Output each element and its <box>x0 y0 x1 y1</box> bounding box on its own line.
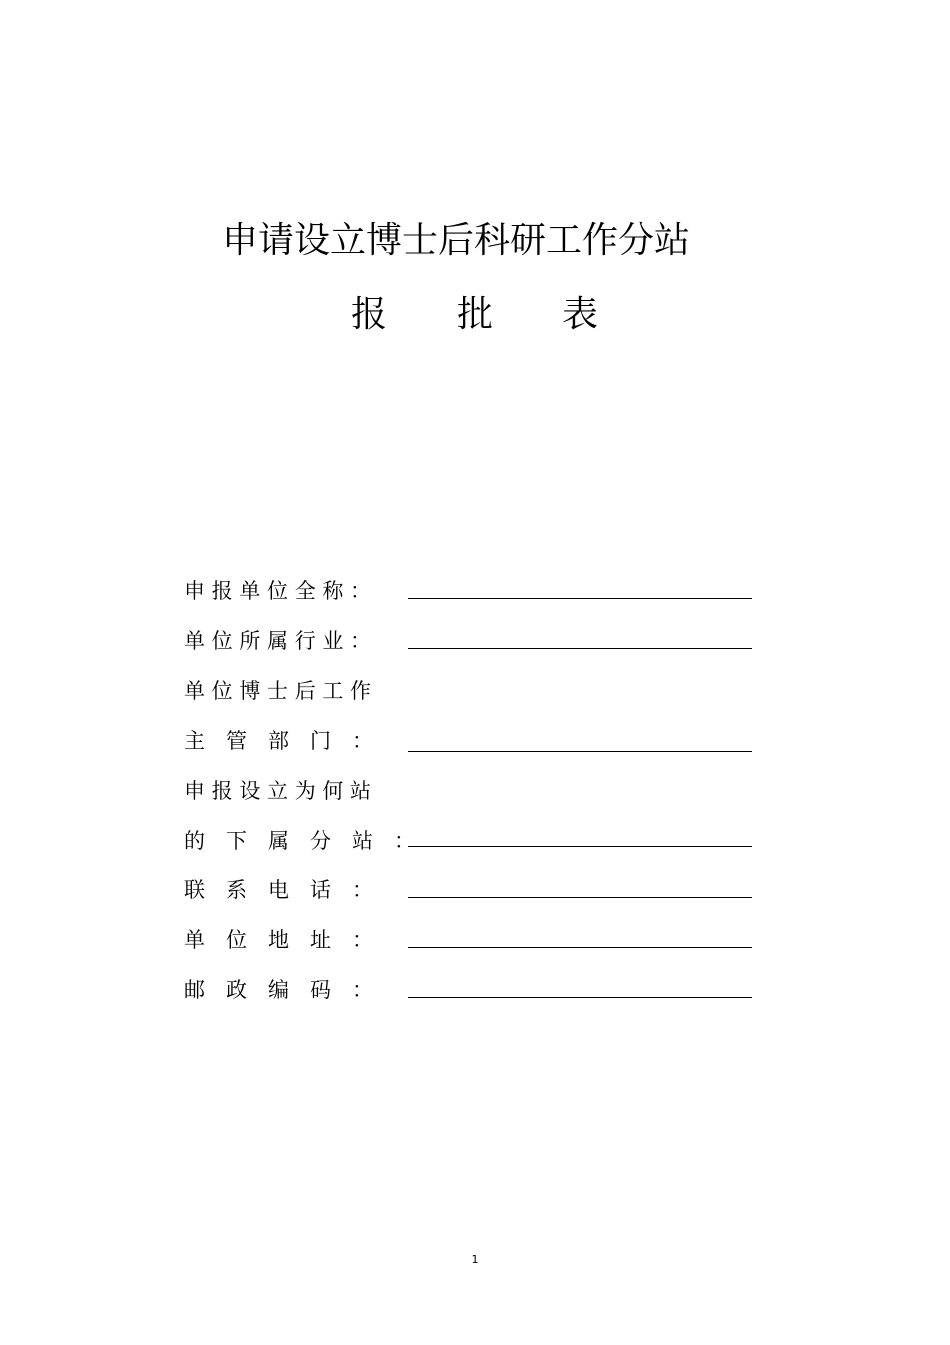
supervising-dept-field[interactable] <box>408 751 752 752</box>
sub-station-field[interactable] <box>408 846 752 847</box>
title-char-biao: 表 <box>562 294 599 335</box>
label-address: 单 位 地 址 ： <box>184 928 373 952</box>
title-char-bao: 报 <box>351 294 388 335</box>
label-postal-code: 邮 政 编 码 ： <box>184 978 373 1002</box>
page-number: 1 <box>471 1253 479 1266</box>
phone-field[interactable] <box>408 897 752 898</box>
title-char-pi: 批 <box>457 294 494 335</box>
label-postdoc-work: 单 位 博 士 后 工 作 <box>184 679 372 703</box>
applicant-name-field[interactable] <box>408 598 752 599</box>
postal-code-field[interactable] <box>408 997 752 998</box>
label-sub-station: 的 下 属 分 站 ： <box>184 829 415 853</box>
industry-field[interactable] <box>408 648 752 649</box>
label-supervising-dept: 主 管 部 门 ： <box>184 729 373 753</box>
label-phone: 联 系 电 话 ： <box>184 878 373 902</box>
label-applicant-name: 申 报 单 位 全 称 ： <box>184 579 372 603</box>
label-industry: 单 位 所 属 行 业 ： <box>184 629 372 653</box>
label-parent-station: 申 报 设 立 为 何 站 <box>184 779 372 803</box>
address-field[interactable] <box>408 947 752 948</box>
title-line-1: 申请设立博士后科研工作分站 <box>221 220 690 261</box>
